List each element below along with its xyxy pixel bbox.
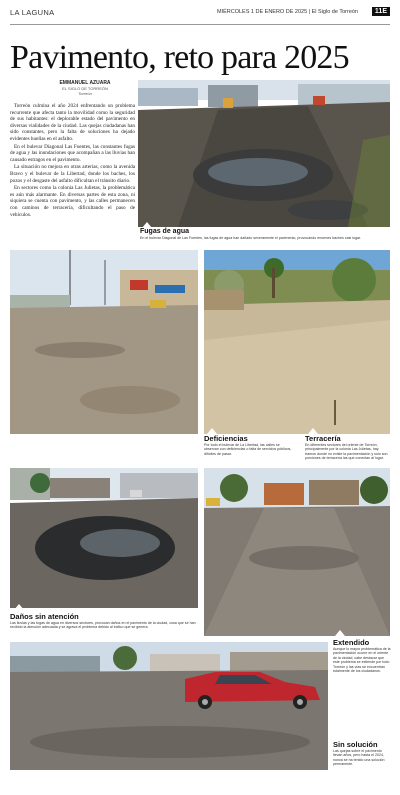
paragraph: Torreón culmina el año 2024 enfrentando un problema recurrente que afecta tanto la movilidad como la seguridad de sus habitantes: el deplorable estado del pavimento en diversas vialidades de la ciudad. Las quejas ciudadanas han sido constantes, pero la falta de soluciones ha dejado evidentes huellas en el asfalto. [10, 103, 135, 142]
caption-text: Por todo el bulevar de La Libertad, las calles se observan con deficiencias o falta de servicios públicos, difíciles de pasar. [204, 443, 292, 456]
photo-fugas-de-agua [138, 80, 390, 227]
photo-terraceria [204, 250, 390, 434]
byline [40, 80, 130, 96]
caption-title: Extendido [333, 638, 370, 647]
caption-title: Daños sin atención [10, 612, 79, 621]
caption-text: En el bulevar Diagonal de Las Fuentes, las fugas de agua han dañado severamente el pavimento, provocando enormes baches casi lugar. [140, 236, 361, 240]
page-header [10, 4, 390, 25]
photo-deficiencias [10, 250, 198, 434]
paragraph: La situación no mejora en otras arterias, como la avenida Bravo y el bulevar de la Libertad, donde los baches, los pozos y el desgaste del asfalto dificultan el tránsito diario. [10, 164, 135, 184]
paragraph: En el bulevar Diagonal Las Fuentes, las constantes fugas de agua y las inundaciones que acompañan a las lluvias han causado estragos en el pavimento. [10, 143, 135, 163]
photo-sin-solucion [10, 642, 328, 770]
caption-title: Sin solución [333, 740, 378, 749]
caption-pointer [14, 604, 24, 610]
author-org: EL SIGLO DE TORREÓN [62, 86, 108, 91]
photo-extendido [204, 468, 390, 636]
dateline-place: Torreón [78, 91, 92, 96]
dateline: MIÉRCOLES 1 DE ENERO DE 2025 | El Siglo de Torreón [216, 9, 358, 15]
caption-title: Deficiencias [204, 434, 248, 443]
headline: Pavimento, reto para 2025 [10, 39, 349, 76]
caption-pointer [335, 733, 345, 739]
caption-text: Las quejas sobre el pavimento llevan años, pero hasta el 2024, nunca se ha tenido una solución permanente. [333, 749, 385, 767]
caption-title: Terracería [305, 434, 341, 443]
photo-danos-sin-atencion [10, 468, 198, 608]
paragraph: En sectores como la colonia Las Julietas, la problemática es aún más alarmante. En diversas partes de esta zona, ni siquiera se cuenta con pavimento, y las calles permanecen con caminos de terracería, dificultando el paso de vehículos. [10, 185, 135, 218]
caption-title: Fugas de agua [140, 228, 190, 235]
caption-text: En diferentes sectores del oriente de Torreón, principalmente por la colonia Las Julietas, hay tramos donde no existe la pavimentación y solo son porciones de terracería las que conectan al lugar. [305, 443, 388, 461]
caption-pointer [335, 630, 345, 636]
page-number: 11E [372, 7, 390, 16]
caption-text: Aunque lo mayor problemática de la pavimentación ocurre en el oriente de la ciudad, cabe destacar que este problema se extiende por todo Torreón y las vías se encuentran totalmente de los ciudadanos. [333, 647, 391, 674]
caption-text: Las lluvias y las fugas de agua en diversos sectores, provocan daños en el pavimento de la ciudad, cosa que se han recibido la atención adecuada y se agrava el problema debido al tráfico que se genera. [10, 621, 196, 630]
article-body [10, 103, 135, 219]
section-name: LA LAGUNA [10, 8, 55, 17]
author-name: EMMANUEL AZUARA [59, 80, 111, 86]
